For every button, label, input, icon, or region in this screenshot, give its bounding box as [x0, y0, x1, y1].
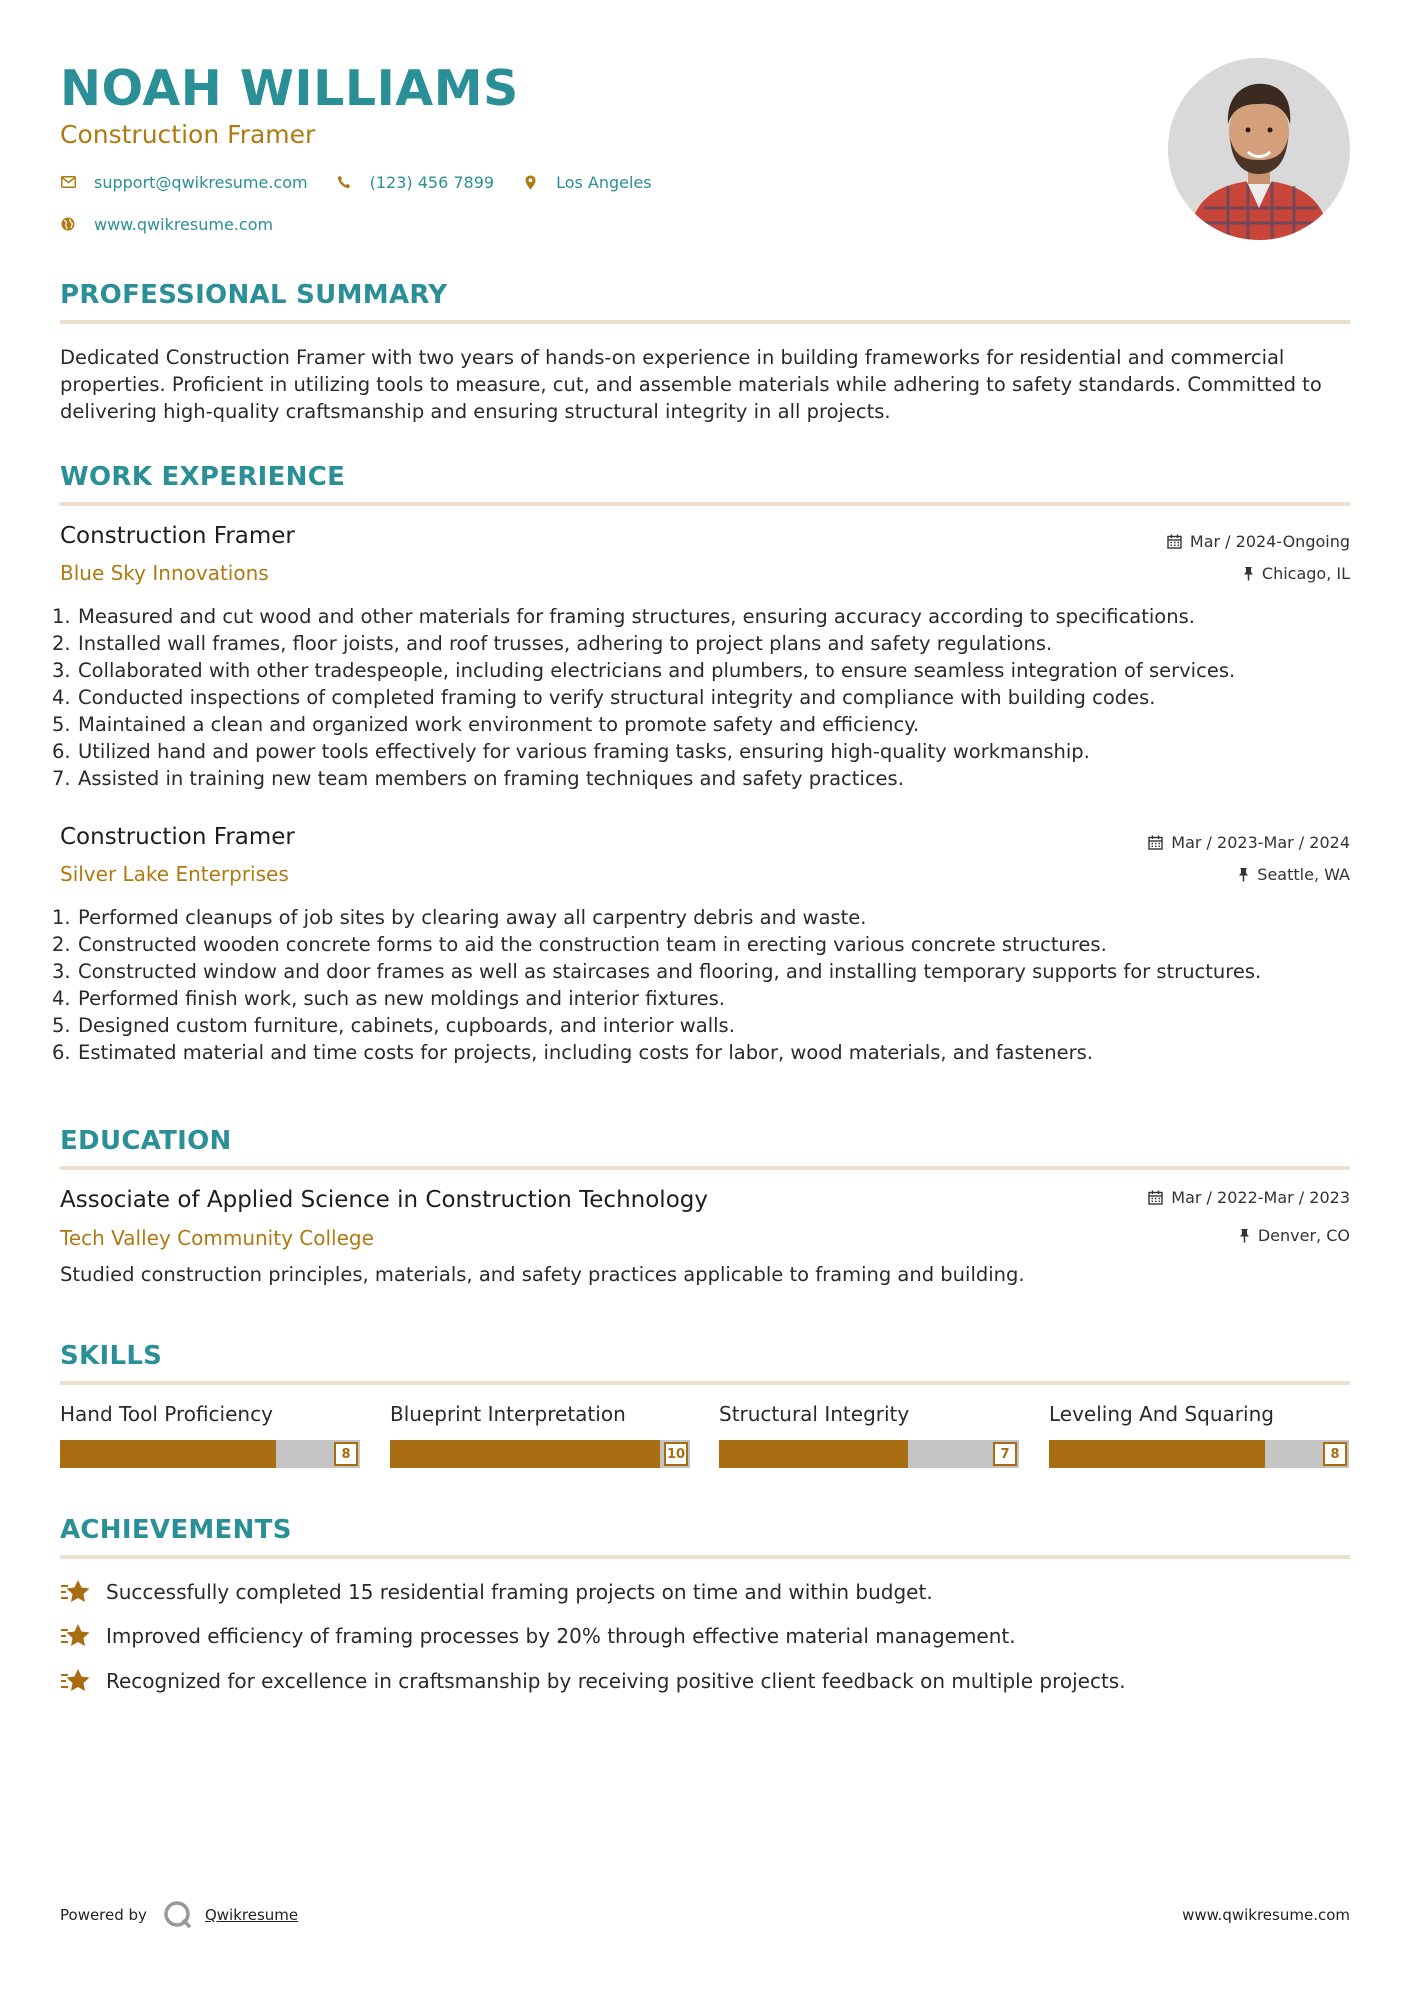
- list-item: [52, 765, 1357, 792]
- email-text: support@qwikresume.com: [94, 172, 308, 192]
- list-item: [52, 657, 1357, 684]
- list-text: Designed custom furniture, cabinets, cupboards, and interior walls.: [78, 1014, 735, 1037]
- contact-row-2: [60, 212, 301, 236]
- skill-1-score: 8: [334, 1442, 358, 1466]
- achievement-1-text: Successfully completed 15 residential framing projects on time and within budget.: [106, 1580, 933, 1604]
- calendar-icon: [1148, 1190, 1163, 1205]
- list-number: 7.: [52, 767, 71, 790]
- job-1-dates: [1167, 532, 1350, 551]
- achievements-divider: [60, 1555, 1350, 1559]
- job-1-company: Blue Sky Innovations: [60, 561, 269, 585]
- list-item: [52, 904, 1357, 931]
- job-2-location-text: Seattle, WA: [1257, 865, 1350, 884]
- education-location-text: Denver, CO: [1257, 1226, 1350, 1245]
- education-description: Studied construction principles, materials, and safety practices applicable to framing and building.: [60, 1263, 1025, 1286]
- skill-3-score: 7: [993, 1442, 1017, 1466]
- list-item: [52, 931, 1357, 958]
- job-1-dates-text: Mar / 2024-Ongoing: [1189, 532, 1350, 551]
- qwikresume-link[interactable]: Qwikresume: [204, 1906, 299, 1924]
- job-2-role: Construction Framer: [60, 824, 295, 850]
- candidate-title: Construction Framer: [60, 120, 316, 149]
- achievement-3-text: Recognized for excellence in craftsmanship by receiving positive client feedback on multiple projects.: [106, 1669, 1126, 1693]
- list-text: Measured and cut wood and other materials for framing structures, ensuring accuracy according to specifications.: [78, 605, 1195, 628]
- achievement-2-text: Improved efficiency of framing processes by 20% through effective material management.: [106, 1624, 1016, 1648]
- list-number: 4.: [52, 686, 71, 709]
- job-1-location: [1243, 564, 1350, 583]
- phone-text: (123) 456 7899: [369, 172, 495, 192]
- star-badge-icon: [60, 1667, 92, 1695]
- experience-divider: [60, 502, 1350, 506]
- list-number: 3.: [52, 960, 71, 983]
- list-number: 5.: [52, 713, 71, 736]
- achievement-1: [60, 1578, 933, 1606]
- pushpin-icon: [1239, 1228, 1250, 1243]
- list-item: [52, 1039, 1357, 1066]
- envelope-icon: [60, 174, 76, 190]
- list-text: Performed finish work, such as new moldings and interior fixtures.: [78, 987, 725, 1010]
- skill-4-label: Leveling And Squaring: [1049, 1402, 1274, 1426]
- list-number: 1.: [52, 906, 71, 929]
- contact-row-1: [60, 170, 680, 194]
- list-text: Collaborated with other tradespeople, including electricians and plumbers, to ensure seamless integration of services.: [78, 659, 1236, 682]
- calendar-icon: [1148, 835, 1163, 850]
- education-divider: [60, 1166, 1350, 1170]
- skill-4-bar: [1049, 1440, 1349, 1468]
- footer-powered-by: [60, 1900, 298, 1930]
- list-number: 2.: [52, 933, 71, 956]
- list-text: Estimated material and time costs for projects, including costs for labor, wood materials, and fasteners.: [78, 1041, 1093, 1064]
- summary-heading: PROFESSIONAL SUMMARY: [60, 280, 448, 310]
- list-item: [52, 630, 1357, 657]
- list-item: [52, 711, 1357, 738]
- list-number: 2.: [52, 632, 71, 655]
- education-degree: Associate of Applied Science in Construction Technology: [60, 1187, 708, 1213]
- skill-1-bar: [60, 1440, 360, 1468]
- job-2-location: [1238, 865, 1350, 884]
- website-text: www.qwikresume.com: [94, 214, 274, 234]
- list-number: 4.: [52, 987, 71, 1010]
- summary-divider: [60, 320, 1350, 324]
- job-1-duties: [52, 603, 1357, 792]
- list-text: Maintained a clean and organized work environment to promote safety and efficiency.: [78, 713, 920, 736]
- achievement-3: [60, 1667, 1126, 1695]
- list-number: 6.: [52, 1041, 71, 1064]
- list-item: [52, 958, 1357, 985]
- education-dates: [1148, 1188, 1350, 1207]
- skill-3-fill: [719, 1440, 908, 1468]
- calendar-icon: [1167, 534, 1182, 549]
- list-text: Installed wall frames, floor joists, and roof trusses, adhering to project plans and safety regulations.: [78, 632, 1053, 655]
- list-text: Constructed wooden concrete forms to aid the construction team in erecting various concrete structures.: [78, 933, 1107, 956]
- education-heading: EDUCATION: [60, 1126, 232, 1156]
- pushpin-icon: [1238, 867, 1249, 882]
- list-text: Conducted inspections of completed framing to verify structural integrity and compliance with building codes.: [78, 686, 1156, 709]
- candidate-name: NOAH WILLIAMS: [60, 60, 519, 117]
- skill-1-label: Hand Tool Proficiency: [60, 1402, 273, 1426]
- skill-4: [1049, 1402, 1349, 1468]
- star-badge-icon: [60, 1578, 92, 1606]
- skill-2: [390, 1402, 690, 1468]
- job-2-dates: [1148, 833, 1350, 852]
- location-text: Los Angeles: [556, 172, 652, 192]
- list-number: 1.: [52, 605, 71, 628]
- map-pin-icon: [522, 174, 538, 190]
- contact-website[interactable]: [60, 215, 273, 234]
- skill-2-fill: [390, 1440, 660, 1468]
- skill-1-fill: [60, 1440, 276, 1468]
- contact-phone[interactable]: [336, 173, 494, 192]
- skill-2-label: Blueprint Interpretation: [390, 1402, 626, 1426]
- skill-4-score: 8: [1323, 1442, 1347, 1466]
- skill-2-bar: [390, 1440, 690, 1468]
- skill-3-label: Structural Integrity: [719, 1402, 910, 1426]
- list-item: [52, 738, 1357, 765]
- list-text: Assisted in training new team members on framing techniques and safety practices.: [78, 767, 904, 790]
- job-2-dates-text: Mar / 2023-Mar / 2024: [1171, 833, 1350, 852]
- summary-text: Dedicated Construction Framer with two years of hands-on experience in building frameworks for residential and commercial properties. Proficient in utilizing tools to measure, cut, and assemble materials while adhering to safety standards. Committed to delivering high-quality craftsmanship and ensuring structural integrity in all projects.: [60, 346, 1322, 423]
- skill-3: [719, 1402, 1019, 1468]
- list-text: Utilized hand and power tools effectively for various framing tasks, ensuring high-quality workmanship.: [78, 740, 1090, 763]
- skill-3-bar: [719, 1440, 1019, 1468]
- list-item: [52, 603, 1357, 630]
- job-1-location-text: Chicago, IL: [1261, 564, 1350, 583]
- achievement-2: [60, 1622, 1016, 1650]
- footer-site[interactable]: www.qwikresume.com: [1182, 1906, 1350, 1924]
- job-1-role: Construction Framer: [60, 523, 295, 549]
- list-number: 6.: [52, 740, 71, 763]
- job-2-company: Silver Lake Enterprises: [60, 862, 289, 886]
- qwikresume-logo-icon: [163, 1900, 193, 1930]
- job-2-duties: [52, 904, 1357, 1066]
- contact-location: [522, 173, 652, 192]
- profile-photo: [1168, 58, 1350, 240]
- star-badge-icon: [60, 1622, 92, 1650]
- list-item: [52, 985, 1357, 1012]
- list-number: 5.: [52, 1014, 71, 1037]
- phone-icon: [336, 174, 352, 190]
- list-text: Constructed window and door frames as well as staircases and flooring, and installing temporary supports for structures.: [78, 960, 1262, 983]
- globe-icon: [60, 216, 76, 232]
- list-item: [52, 684, 1357, 711]
- education-dates-text: Mar / 2022-Mar / 2023: [1171, 1188, 1350, 1207]
- pushpin-icon: [1243, 566, 1254, 581]
- achievements-heading: ACHIEVEMENTS: [60, 1515, 292, 1545]
- skills-heading: SKILLS: [60, 1341, 163, 1371]
- experience-heading: WORK EXPERIENCE: [60, 462, 346, 492]
- skill-2-score: 10: [664, 1442, 688, 1466]
- education-school: Tech Valley Community College: [60, 1226, 374, 1250]
- skill-1: [60, 1402, 360, 1468]
- list-number: 3.: [52, 659, 71, 682]
- powered-by-text: Powered by: [60, 1906, 147, 1924]
- list-item: [52, 1012, 1357, 1039]
- list-text: Performed cleanups of job sites by clearing away all carpentry debris and waste.: [78, 906, 867, 929]
- contact-email[interactable]: [60, 173, 308, 192]
- skills-divider: [60, 1381, 1350, 1385]
- education-location: [1239, 1226, 1350, 1245]
- skill-4-fill: [1049, 1440, 1265, 1468]
